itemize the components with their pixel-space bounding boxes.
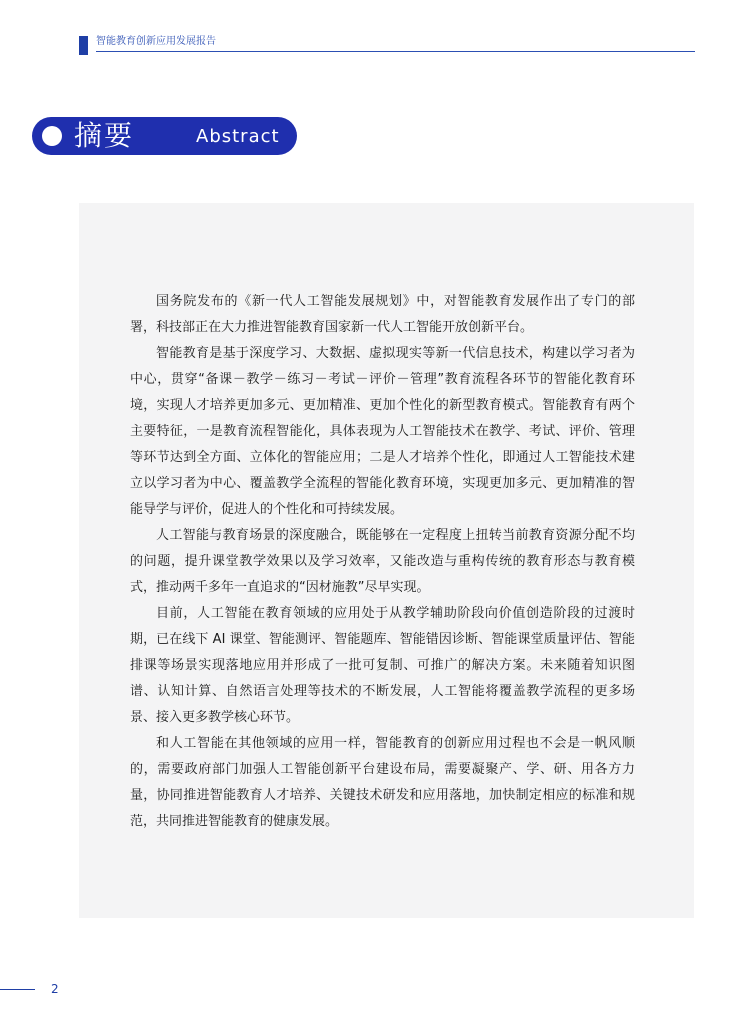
section-heading — [32, 117, 297, 155]
paragraph: 国务院发布的《新一代人工智能发展规划》中，对智能教育发展作出了专门的部署，科技部正在大力推进智能教育国家新一代人工智能开放创新平台。 — [130, 294, 635, 335]
paragraph: 目前，人工智能在教育领域的应用处于从教学辅助阶段向价值创造阶段的过渡时期，已在线下 AI 课堂、智能测评、智能题库、智能错因诊断、智能课堂质量评估、智能排课等场景实现落地应用并形成了一批可复制、可推广的解决方案。未来随着知识图谱、认知计算、自然语言处理等技术的不断发展，人工智能将覆盖教学流程的更多场景、接入更多教学核心环节。 — [130, 606, 635, 725]
footer-divider — [0, 989, 35, 990]
section-title-cn: 摘要 — [74, 119, 135, 152]
paragraph: 智能教育是基于深度学习、大数据、虚拟现实等新一代信息技术，构建以学习者为中心，贯穿“备课－教学－练习－考试－评价－管理”教育流程各环节的智能化教育环境，实现人才培养更加多元、更加精准、更加个性化的新型教育模式。智能教育有两个主要特征，一是教育流程智能化，具体表现为人工智能技术在教学、考试、评价、管理等环节达到全方面、立体化的智能应用；二是人才培养个性化，即通过人工智能技术建立以学习者为中心、覆盖教学全流程的智能化教育环境，实现更加多元、更加精准的智能导学与评价，促进人的个性化和可持续发展。 — [130, 346, 635, 517]
header-divider — [96, 51, 695, 52]
paragraph: 人工智能与教育场景的深度融合，既能够在一定程度上扭转当前教育资源分配不均的问题，提升课堂教学效果以及学习效率，又能改造与重构传统的教育形态与教育模式，推动两千多年一直追求的“因材施教”尽早实现。 — [130, 528, 635, 595]
page-number: 2 — [51, 982, 59, 996]
report-title: 智能教育创新应用发展报告 — [96, 36, 216, 47]
abstract-box — [79, 203, 694, 918]
section-title-en: Abstract — [196, 126, 280, 147]
paragraph: 和人工智能在其他领域的应用一样，智能教育的创新应用过程也不会是一帆风顺的，需要政府部门加强人工智能创新平台建设布局，需要凝聚产、学、研、用各方力量，协同推进智能教育人才培养、关键技术研发和应用落地，加快制定相应的标准和规范，共同推进智能教育的健康发展。 — [130, 736, 635, 829]
abstract-body — [130, 289, 635, 835]
bullet-circle-icon — [42, 126, 62, 146]
header-accent-bar — [79, 36, 88, 55]
